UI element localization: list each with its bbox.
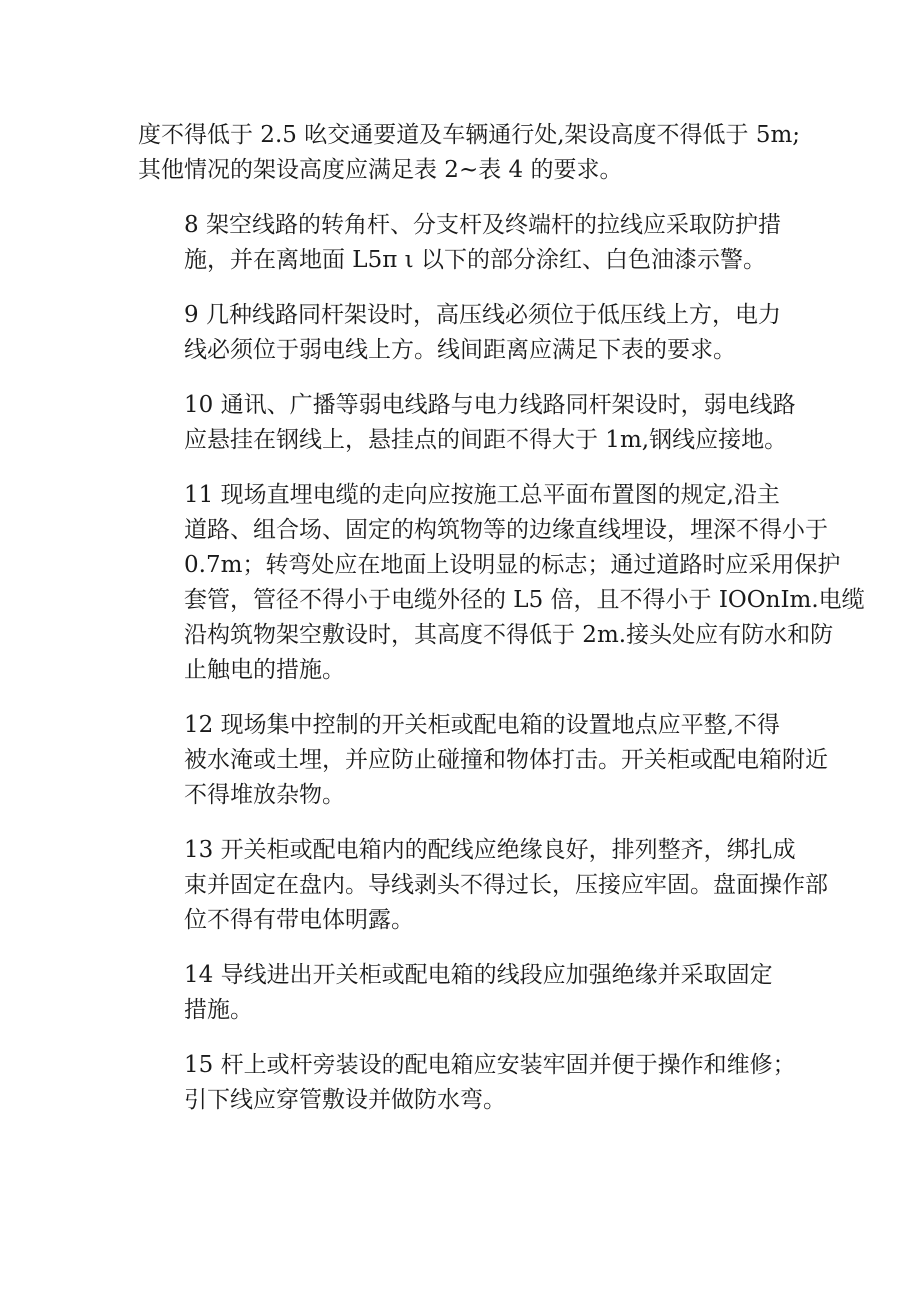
text-line: 应悬挂在钢线上，悬挂点的间距不得大于 1m,钢线应接地。 bbox=[184, 427, 788, 453]
text-line: 其他情况的架设高度应满足表 2~表 4 的要求。 bbox=[138, 157, 623, 183]
paragraph-item-13 bbox=[138, 833, 828, 938]
text-line: 止触电的措施。 bbox=[184, 657, 345, 683]
text-line: 道路、组合场、固定的构筑物等的边缘直线埋设，埋深不得小于 bbox=[184, 517, 828, 543]
document-page bbox=[138, 118, 865, 1138]
text-line: 14 导线进出开关柜或配电箱的线段应加强绝缘并采取固定 bbox=[184, 962, 773, 988]
text-line: 引下线应穿管敷设并做防水弯。 bbox=[184, 1087, 506, 1113]
text-line: 15 杆上或杆旁装设的配电箱应安装牢固并便于操作和维修； bbox=[184, 1052, 796, 1078]
paragraph-item-14 bbox=[138, 958, 800, 1028]
text-line: 束并固定在盘内。导线剥头不得过长，压接应牢固。盘面操作部 bbox=[184, 872, 828, 898]
text-line: 8 架空线路的转角杆、分支杆及终端杆的拉线应采取防护措 bbox=[184, 212, 781, 238]
paragraph-item-11 bbox=[138, 478, 865, 688]
text-line: 0.7m；转弯处应在地面上设明显的标志；通过道路时应采用保护 bbox=[184, 552, 841, 578]
paragraph-item-9 bbox=[138, 298, 800, 368]
text-line: 12 现场集中控制的开关柜或配电箱的设置地点应平整,不得 bbox=[184, 712, 780, 738]
text-line: 9 几种线路同杆架设时，高压线必须位于低压线上方，电力 bbox=[184, 302, 781, 328]
paragraph-continuation bbox=[138, 118, 800, 188]
text-line: 不得堆放杂物。 bbox=[184, 782, 345, 808]
text-line: 度不得低于 2.5 吆交通要道及车辆通行处,架设高度不得低于 5m; bbox=[138, 122, 801, 148]
paragraph-item-12 bbox=[138, 708, 828, 813]
text-line: 被水淹或土埋，并应防止碰撞和物体打击。开关柜或配电箱附近 bbox=[184, 747, 828, 773]
text-line: 套管，管径不得小于电缆外径的 L5 倍，且不得小于 IOOnIm.电缆 bbox=[184, 587, 865, 613]
paragraph-item-15 bbox=[138, 1048, 800, 1118]
paragraph-item-10 bbox=[138, 388, 800, 458]
text-line: 13 开关柜或配电箱内的配线应绝缘良好，排列整齐，绑扎成 bbox=[184, 837, 796, 863]
paragraph-item-8 bbox=[138, 208, 800, 278]
text-line: 位不得有带电体明露。 bbox=[184, 907, 414, 933]
text-line: 线必须位于弱电线上方。线间距离应满足下表的要求。 bbox=[184, 337, 736, 363]
text-line: 11 现场直埋电缆的走向应按施工总平面布置图的规定,沿主 bbox=[184, 482, 780, 508]
text-line: 10 通讯、广播等弱电线路与电力线路同杆架设时，弱电线路 bbox=[184, 392, 796, 418]
text-line: 施，并在离地面 L5π ι 以下的部分涂红、白色油漆示警。 bbox=[184, 247, 766, 273]
text-line: 措施。 bbox=[184, 997, 253, 1023]
text-line: 沿构筑物架空敷设时，其高度不得低于 2m.接头处应有防水和防 bbox=[184, 622, 834, 648]
